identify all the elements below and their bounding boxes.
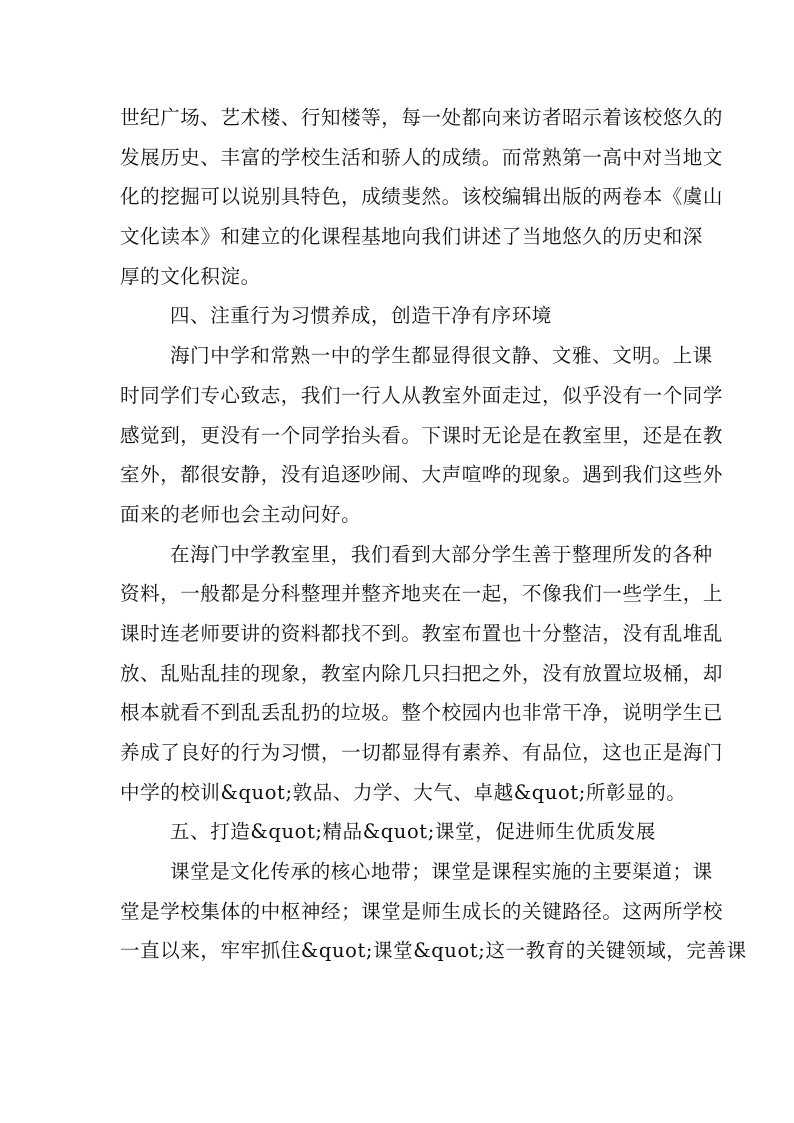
text-line: 五、打造&quot;精品&quot;课堂，促进师生优质发展 (170, 820, 656, 844)
text-line: 四、注重行为习惯养成，创造干净有序环境 (170, 304, 552, 328)
text-line: 放、乱贴乱挂的现象，教室内除几只扫把之外，没有放置垃圾桶，却 (120, 661, 724, 685)
document-body (120, 98, 747, 971)
text-line: 时同学们专心致志，我们一行人从教室外面走过，似乎没有一个同学 (120, 383, 724, 407)
text-line: 堂是学校集体的中枢神经；课堂是师生成长的关键路径。这两所学校 (120, 899, 724, 923)
text-line: 课时连老师要讲的资料都找不到。教室布置也十分整洁，没有乱堆乱 (120, 621, 724, 645)
text-line: 养成了良好的行为习惯，一切都显得有素养、有品位，这也正是海门 (120, 741, 724, 764)
text-line: 根本就看不到乱丢乱扔的垃圾。整个校园内也非常干净，说明学生已 (120, 701, 724, 725)
text-line: 发展历史、丰富的学校生活和骄人的成绩。而常熟第一高中对当地文 (120, 145, 724, 169)
text-line: 资料，一般都是分科整理并整齐地夹在一起，不像我们一些学生，上 (120, 582, 724, 606)
text-line: 面来的老师也会主动问好。 (120, 502, 362, 526)
text-line: 厚的文化积淀。 (120, 264, 261, 288)
text-line: 化的挖掘可以说别具特色，成绩斐然。该校编辑出版的两卷本《虞山 (120, 185, 724, 209)
text-line: 一直以来，牢牢抓住&quot;课堂&quot;这一教育的关键领域，完善课 (120, 939, 747, 963)
text-line: 中学的校训&quot;敦品、力学、大气、卓越&quot;所彰显的。 (120, 780, 687, 804)
text-line: 感觉到，更没有一个同学抬头看。下课时无论是在教室里，还是在教 (120, 423, 724, 447)
text-line: 课堂是文化传承的核心地带；课堂是课程实施的主要渠道；课 (170, 860, 713, 884)
text-line: 世纪广场、艺术楼、行知楼等，每一处都向来访者昭示着该校悠久的 (120, 106, 724, 129)
text-line: 室外，都很安静，没有追逐吵闹、大声喧哗的现象。遇到我们这些外 (120, 463, 724, 487)
text-line: 文化读本》和建立的化课程基地向我们讲述了当地悠久的历史和深 (120, 225, 703, 249)
text-line: 海门中学和常熟一中的学生都显得很文静、文雅、文明。上课 (170, 344, 713, 368)
text-line: 在海门中学教室里，我们看到大部分学生善于整理所发的各种 (170, 542, 713, 566)
